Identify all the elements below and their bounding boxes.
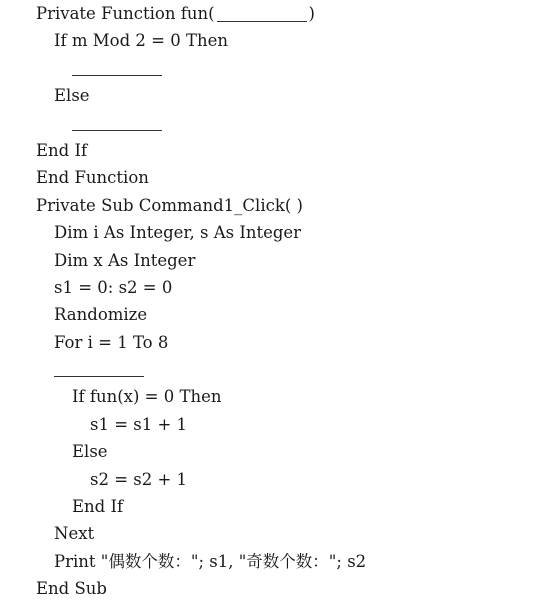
- dim-statement-2: Dim x As Integer: [54, 250, 196, 270]
- code-line-7: [36, 164, 536, 191]
- code-line-14: [36, 356, 536, 383]
- code-line-1: [36, 0, 536, 27]
- print-statement: Print "偶数个数："; s1, "奇数个数："; s2: [54, 551, 367, 571]
- code-line-13: [36, 329, 536, 356]
- blank-statement-1: [72, 74, 162, 76]
- init-statement: s1 = 0: s2 = 0: [54, 277, 173, 297]
- else-keyword: Else: [54, 86, 90, 106]
- code-line-11: [36, 274, 536, 301]
- code-line-4: [36, 82, 536, 109]
- code-line-15: [36, 383, 536, 410]
- function-signature: Private Function fun(: [36, 4, 215, 23]
- code-line-22: [36, 575, 536, 602]
- code-line-20: [36, 520, 536, 547]
- blank-parameter: [217, 20, 307, 22]
- if-condition: If m Mod 2 = 0 Then: [54, 31, 228, 51]
- end-sub: End Sub: [36, 579, 107, 599]
- code-line-6: [36, 137, 536, 164]
- end-function: End Function: [36, 168, 149, 188]
- blank-statement-3: [54, 375, 144, 377]
- next-statement: Next: [54, 524, 95, 544]
- inner-end-if: End If: [72, 497, 124, 517]
- code-line-3: [36, 55, 536, 82]
- sub-signature: Private Sub Command1_Click( ): [36, 195, 303, 215]
- function-signature-close: ): [308, 4, 315, 23]
- end-if: End If: [36, 140, 88, 160]
- code-line-12: [36, 301, 536, 328]
- code-line-17: [36, 438, 536, 465]
- increment-s2: s2 = s2 + 1: [90, 469, 188, 489]
- inner-if: If fun(x) = 0 Then: [72, 387, 222, 407]
- code-line-8: [36, 192, 536, 219]
- code-line-18: [36, 466, 536, 493]
- code-listing: [36, 0, 536, 603]
- code-line-9: [36, 219, 536, 246]
- increment-s1: s1 = s1 + 1: [90, 414, 188, 434]
- code-line-2: [36, 27, 536, 54]
- code-line-19: [36, 493, 536, 520]
- code-line-5: [36, 110, 536, 137]
- dim-statement-1: Dim i As Integer, s As Integer: [54, 223, 302, 243]
- code-line-21: [36, 548, 536, 575]
- code-line-10: [36, 247, 536, 274]
- randomize-statement: Randomize: [54, 305, 148, 325]
- for-statement: For i = 1 To 8: [54, 332, 169, 352]
- blank-statement-2: [72, 129, 162, 131]
- code-line-16: [36, 411, 536, 438]
- inner-else: Else: [72, 442, 108, 462]
